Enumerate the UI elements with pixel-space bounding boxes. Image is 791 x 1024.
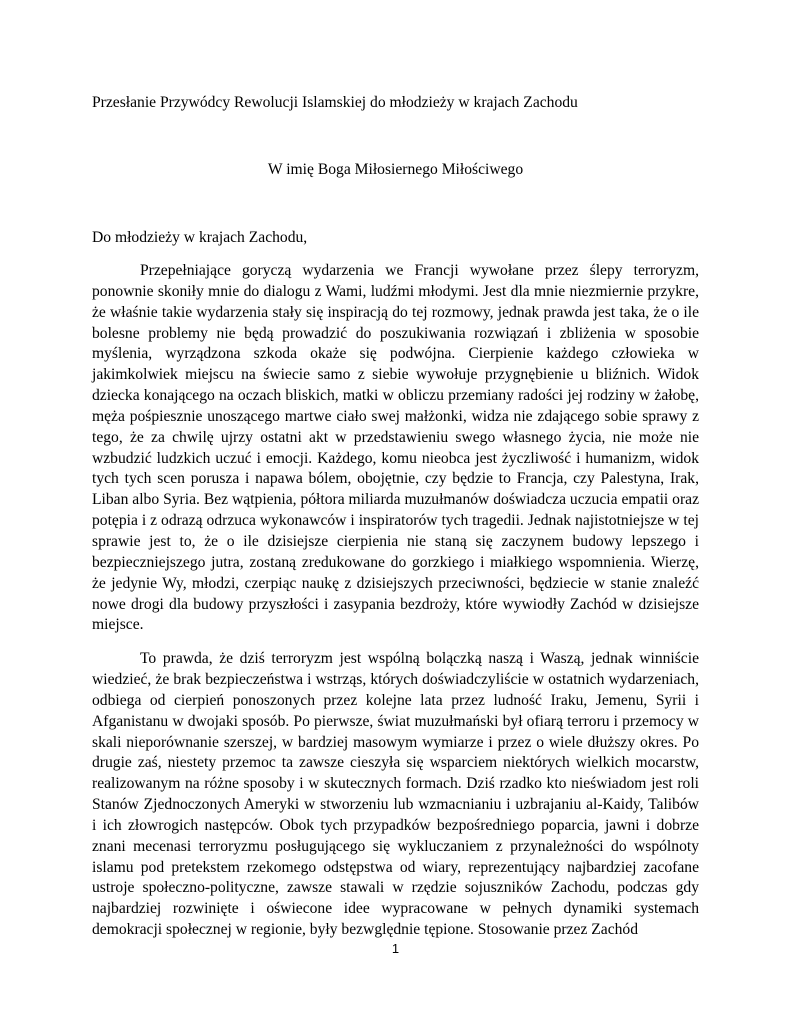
paragraph-line: demokracji społecznej w regionie, były bezwględnie tępione. Stosowanie przez Zachód	[92, 921, 639, 939]
paragraph-line: bolesne problemy nie będą prowadzić do poszukiwania rozwiązań i zbliżenia w sposobie	[92, 324, 699, 342]
paragraph-line: i ich złowrogich następców. Obok tych przypadków bezpośredniego poparcia, jawni i dobrze	[92, 816, 699, 834]
paragraph-line: skali nieporównanie szerszej, w bardziej masowym wymiarze i przez o wiele dłuższy okres. Po	[92, 733, 699, 751]
paragraph	[92, 649, 699, 941]
paragraph-line: islamu pod pretekstem rzekomego odstępstwa od wiary, reprezentujący najbardziej zacofane	[92, 858, 699, 876]
paragraph-line: męża pośpiesznie unoszącego martwe ciało swej małżonki, widza nie zdającego sobie sprawy z	[92, 407, 699, 425]
paragraph-line: potępia i z odrazą odrzuca wykonawców i inspiratorów tych tragedii. Jednak najistotniejsze w tej	[92, 512, 699, 530]
paragraph-line: Stanów Zjednoczonych Ameryki w stworzeniu lub wzmacnianiu i uzbrajaniu al-Kaidy, Talibów	[92, 796, 699, 814]
paragraph-line: wiedzieć, że brak bezpieczeństwa i wstrząs, których doświadczyliście w ostatnich wydarzeniach,	[92, 671, 699, 689]
paragraph-line: realizowanym na różne sposoby i w skutecznych formach. Dziś rzadko kto nieświadom jest roli	[92, 775, 699, 793]
paragraph-line: myślenia, wyrządzona szkoda okaże się podwójna. Cierpienie każdego człowieka w	[92, 345, 699, 363]
paragraph-line: bezpieczniejszego jutra, zostaną zredukowane do gorzkiego i miałkiego wspomnienia. Wierzę,	[92, 553, 699, 571]
paragraph-line: Liban albo Syria. Bez wątpienia, półtora miliarda muzułmanów doświadcza uczucia empatii oraz	[92, 491, 699, 509]
paragraph-line: sprawie jest to, że o ile dzisiejsze cierpienia nie staną się zaczynem budowy lepszego i	[92, 532, 699, 550]
greeting-line: Do młodzieży w krajach Zachodu,	[92, 229, 308, 246]
paragraph-line: odbiega od cierpień ponoszonych przez kolejne lata przez ludność Iraku, Jemenu, Syrii i	[92, 691, 699, 709]
paragraph-line: wzbudzić ludzkich uczuć i emocji. Każdego, komu nieobca jest życzliwość i humanizm, widok	[92, 449, 699, 467]
paragraph-line: drugie zaś, niestety przemoc ta zawsze cieszyła się wsparciem niektórych wielkich mocarstw,	[92, 754, 699, 772]
paragraph-line: ustroje społeczno-polityczne, zawsze stawali w rzędzie sojuszników Zachodu, podczas gdy	[92, 879, 699, 897]
paragraph-line: znani mecenasi terroryzmu posługującego się wykluczaniem z przynależności do wspólnoty	[92, 837, 699, 855]
paragraph-line: ponownie skoniły mnie do dialogu z Wami, ludźmi młodymi. Jest dla mnie niezmiernie przykre,	[92, 282, 699, 300]
paragraph	[92, 261, 699, 636]
document-body	[92, 261, 699, 954]
paragraph-line: tych tych scen porusza i napawa bólem, obojętnie, czy będzie to Francja, czy Palestyna, Irak,	[92, 470, 699, 488]
paragraph-line: Afganistanu w dwojaki sposób. Po pierwsze, świat muzułmański był ofiarą terroru i przemocy w	[92, 712, 699, 730]
paragraph-line: jakimkolwiek miejscu na świecie samo z siebie wywołuje przygnębienie u bliźnich. Widok	[92, 366, 699, 384]
invocation-heading: W imię Boga Miłosiernego Miłościwego	[267, 161, 524, 178]
paragraph-line: najbardziej rozwinięte i oświecone idee wypracowane w pełnych dynamiki systemach	[92, 900, 699, 918]
paragraph-line: Przepełniające goryczą wydarzenia we Francji wywołane przez ślepy terroryzm,	[140, 262, 699, 279]
paragraph-line: miejsce.	[92, 616, 144, 634]
document-title: Przesłanie Przywódcy Rewolucji Islamskiej do młodzieży w krajach Zachodu	[92, 94, 578, 111]
paragraph-line: że właśnie takie wydarzenia stały się inspiracją do tej rozmowy, jednak prawda jest taka, że o ile	[92, 303, 699, 321]
paragraph-line: To prawda, że dziś terroryzm jest wspólną bolączką naszą i Waszą, jednak winniście	[140, 650, 699, 668]
paragraph-line: dziecka konającego na oczach bliskich, matki w obliczu przemiany radości jej rodziny w żałobę,	[92, 387, 699, 405]
paragraph-line: nowe drogi dla budowy przyszłości i zasypania bezdroży, które wywiodły Zachód w dzisiejsze	[92, 595, 699, 613]
paragraph-line: tego, że za chwilę ujrzy ostatni akt w przedstawieniu swego własnego życia, nie może nie	[92, 428, 699, 446]
paragraph-line: że jedynie Wy, młodzi, czerpiąc naukę z dzisiejszych przeciwności, będziecie w stanie znaleźć	[92, 574, 699, 592]
page-number: 1	[391, 941, 400, 956]
